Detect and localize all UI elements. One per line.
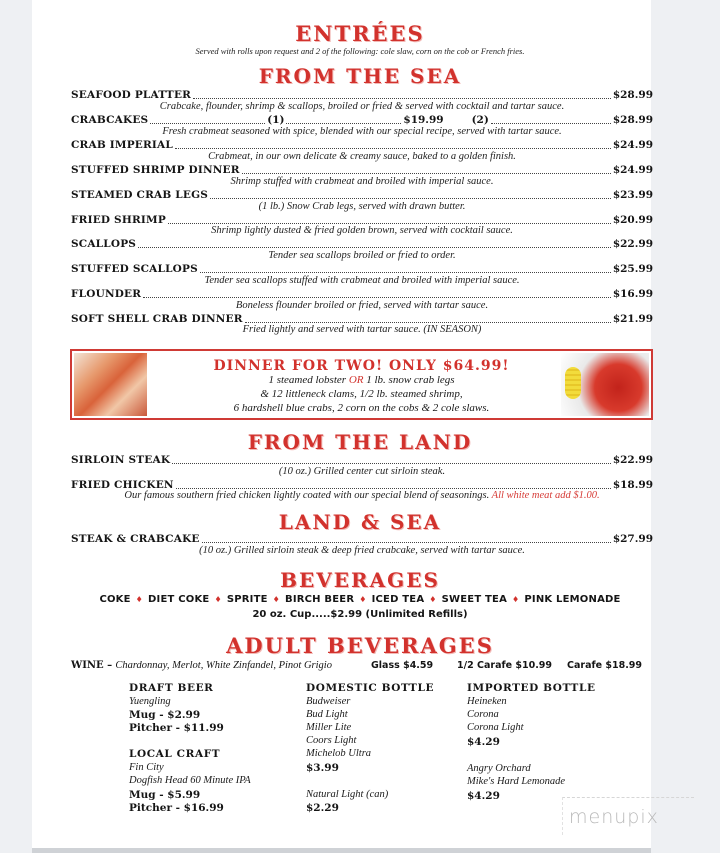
item-price: $16.99 (612, 288, 653, 300)
item-description: Fried lightly and served with tartar sauce. (IN SEASON) (242, 324, 482, 335)
from-the-sea-title: FROM THE SEA (258, 64, 462, 88)
item-name: STEAK & CRABCAKE (71, 533, 200, 545)
promo-line-2: & 12 littleneck clams, 1/2 lb. steamed shrimp, (260, 388, 463, 400)
promo-line-1: 1 steamed lobster OR 1 lb. snow crab legs (268, 374, 455, 386)
can-price: $2.29 (306, 802, 339, 814)
item-description: Our famous southern fried chicken lightly coated with our special blend of seasonings. All white meat add $1.00. (124, 490, 600, 501)
dot-leader (286, 122, 401, 124)
menu-item-crabcakes (71, 113, 653, 127)
dot-leader (138, 246, 611, 248)
diamond-separator-icon: ♦ (272, 595, 280, 604)
domestic-bottle-item: Coors Light (306, 735, 357, 746)
refill-price: 20 oz. Cup.....$2.99 (Unlimited Refills) (252, 609, 468, 620)
local-craft-mug-price: Mug - $5.99 (129, 789, 201, 801)
dot-leader (172, 462, 611, 464)
imported-bottle-item: Corona Light (467, 722, 524, 733)
from-the-land-title: FROM THE LAND (247, 430, 473, 454)
wine-row (71, 660, 671, 671)
land-and-sea-title: LAND & SEA (278, 510, 442, 534)
local-craft-pitcher-price: Pitcher - $16.99 (129, 802, 224, 814)
soft-drink-list: COKE ♦ DIET COKE ♦ SPRITE ♦ BIRCH BEER ♦ ICED TEA ♦ SWEET TEA ♦ PINK LEMONADE (99, 594, 621, 605)
item-description: (10 oz.) Grilled sirloin steak & deep fried crabcake, served with tartar sauce. (199, 545, 525, 556)
item-name: FRIED SHRIMP (71, 214, 166, 226)
wine-carafe-price: Carafe $18.99 (567, 660, 643, 671)
item-price: $27.99 (612, 533, 653, 545)
menu-item-steak-and-crabcake (71, 532, 653, 546)
dot-leader (175, 147, 611, 149)
item-name: STEAMED CRAB LEGS (71, 189, 209, 201)
dot-leader (193, 97, 611, 99)
diamond-separator-icon: ♦ (359, 595, 367, 604)
draft-mug-price: Mug - $2.99 (129, 709, 201, 721)
item-price: $24.99 (612, 139, 653, 151)
wine-glass-price: Glass $4.59 (371, 660, 434, 671)
can-item: Natural Light (can) (306, 789, 389, 800)
domestic-bottle-item: Budweiser (306, 696, 351, 707)
diamond-separator-icon: ♦ (429, 595, 437, 604)
dot-leader (150, 122, 265, 124)
menu-item-steamed-crab-legs (71, 188, 653, 202)
item-name: SOFT SHELL CRAB DINNER (71, 313, 243, 325)
item-price: $22.99 (612, 454, 653, 466)
item-description: Boneless flounder broiled or fried, served with tartar sauce. (235, 300, 489, 311)
entrees-title: ENTRÉES (295, 21, 425, 46)
draft-beer-item: Yuengling (129, 696, 171, 707)
wine-half-carafe-price: 1/2 Carafe $10.99 (457, 660, 553, 671)
menu-item-stuffed-shrimp-dinner (71, 163, 653, 177)
white-meat-note: All white meat add $1.00. (491, 490, 600, 501)
menu-item-scallops (71, 237, 653, 251)
dot-leader (242, 172, 611, 174)
item-description: Tender sea scallops stuffed with crabmeat and broiled with imperial sauce. (204, 275, 520, 286)
domestic-bottle-item: Michelob Ultra (306, 748, 372, 759)
crabcake-option-1-label: (1) (267, 114, 285, 126)
item-name: STUFFED SHRIMP DINNER (71, 164, 240, 176)
dot-leader (176, 487, 611, 489)
menu-item-crab-imperial (71, 138, 653, 152)
adult-beverages-title: ADULT BEVERAGES (226, 633, 494, 658)
item-price: $28.99 (612, 89, 653, 101)
menu-item-stuffed-scallops (71, 262, 653, 276)
item-price: $21.99 (612, 313, 653, 325)
wine-types: Chardonnay, Merlot, White Zinfandel, Pinot Grigio (115, 660, 332, 671)
diamond-separator-icon: ♦ (214, 595, 222, 604)
menupix-watermark: menupix (562, 797, 694, 835)
item-name: SCALLOPS (71, 238, 137, 250)
draft-pitcher-price: Pitcher - $11.99 (129, 722, 224, 734)
domestic-bottle-item: Miller Lite (306, 722, 352, 733)
item-price: $24.99 (612, 164, 653, 176)
domestic-bottle-heading: DOMESTIC BOTTLE (306, 682, 435, 694)
cider-item: Angry Orchard (467, 763, 531, 774)
item-name: SIRLOIN STEAK (71, 454, 171, 466)
item-description: Crabmeat, in our own delicate & creamy sauce, baked to a golden finish. (208, 151, 516, 162)
dot-leader (210, 197, 611, 199)
item-description: Fresh crabmeat seasoned with spice, blended with our special recipe, served with tartar sauce. (162, 126, 562, 137)
item-name: CRABCAKES (71, 114, 149, 126)
local-craft-item: Dogfish Head 60 Minute IPA (129, 775, 251, 786)
item-name: STUFFED SCALLOPS (71, 263, 198, 275)
imported-bottle-item: Heineken (467, 696, 507, 707)
page-bottom-edge (32, 848, 651, 853)
item-name: SEAFOOD PLATTER (71, 89, 192, 101)
cider-item: Mike's Hard Lemonade (467, 776, 566, 787)
dinner-for-two-promo (70, 349, 653, 420)
draft-beer-heading: DRAFT BEER (129, 682, 214, 694)
item-description: Shrimp lightly dusted & fried golden brown, served with cocktail sauce. (211, 225, 513, 236)
dot-leader (200, 271, 611, 273)
item-name: FLOUNDER (71, 288, 142, 300)
dot-leader (202, 541, 611, 543)
local-craft-heading: LOCAL CRAFT (129, 748, 221, 760)
diamond-separator-icon: ♦ (135, 595, 144, 604)
item-price: $25.99 (612, 263, 653, 275)
menu-item-sirloin-steak (71, 453, 653, 467)
beverages-title: BEVERAGES (280, 568, 440, 592)
item-description: Tender sea scallops broiled or fried to order. (268, 250, 456, 261)
crabcake-option-1-price: $19.99 (403, 114, 444, 126)
item-description: Shrimp stuffed with crabmeat and broiled with imperial sauce. (230, 176, 494, 187)
dot-leader (245, 321, 611, 323)
dot-leader (143, 296, 611, 298)
domestic-bottle-price: $3.99 (306, 762, 339, 774)
item-description: Crabcake, flounder, shrimp & scallops, broiled or fried & served with cocktail and tartar sauce. (159, 101, 565, 112)
crabcake-option-2-label: (2) (471, 114, 489, 126)
imported-bottle-price: $4.29 (467, 736, 500, 748)
item-price: $22.99 (612, 238, 653, 250)
item-description: (1 lb.) Snow Crab legs, served with drawn butter. (258, 201, 466, 212)
imported-bottle-heading: IMPORTED BOTTLE (467, 682, 596, 694)
item-description: (10 oz.) Grilled center cut sirloin steak. (278, 466, 446, 477)
dot-leader (168, 222, 611, 224)
entrees-subtitle: Served with rolls upon request and 2 of the following: cole slaw, corn on the cob or French fries. (195, 46, 525, 56)
item-price: $20.99 (612, 214, 653, 226)
item-name: FRIED CHICKEN (71, 479, 174, 491)
dot-leader (491, 122, 611, 124)
item-price: $18.99 (612, 479, 653, 491)
menu-item-seafood-platter (71, 88, 653, 102)
item-price: $23.99 (612, 189, 653, 201)
imported-bottle-item: Corona (467, 709, 499, 720)
promo-line-3: 6 hardshell blue crabs, 2 corn on the cobs & 2 cole slaws. (233, 402, 490, 414)
cider-price: $4.29 (467, 790, 500, 802)
diamond-separator-icon: ♦ (512, 595, 520, 604)
domestic-bottle-item: Bud Light (306, 709, 348, 720)
local-craft-item: Fin City (129, 762, 164, 773)
promo-title: DINNER FOR TWO! ONLY $64.99! (213, 358, 510, 374)
wine-label: WINE – (71, 660, 113, 671)
item-name: CRAB IMPERIAL (71, 139, 173, 151)
menu-item-flounder (71, 287, 653, 301)
item-price: $28.99 (612, 114, 654, 126)
